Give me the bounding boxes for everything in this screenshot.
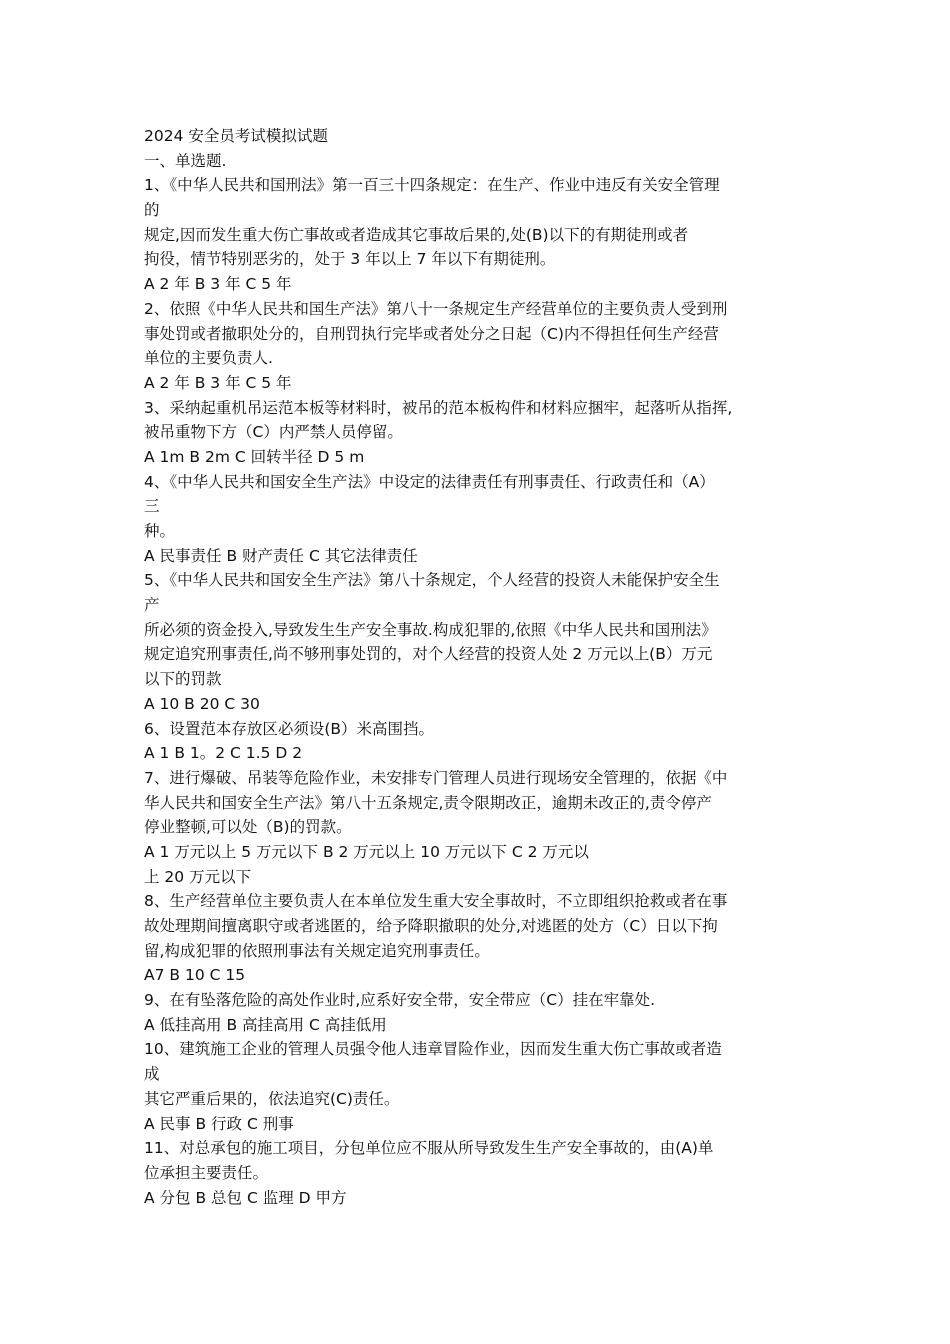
question-3-options: A 1m B 2m C 回转半径 D 5 m — [144, 447, 365, 466]
question-5-text: 以下的罚款 — [144, 670, 222, 689]
question-11-text: 位承担主要责任。 — [144, 1163, 269, 1182]
question-3-text: 3、采纳起重机吊运范本板等材料时，被吊的范本板构件和材料应捆牢，起落听从指挥, — [144, 398, 733, 417]
question-1-text: 规定,因而发生重大伤亡事故或者造成其它事故后果的,处(B)以下的有期徒刑或者 — [144, 225, 689, 244]
section-heading: 一、单选题. — [144, 151, 227, 170]
question-7-options: 上 20 万元以下 — [144, 867, 252, 886]
question-5-options: A 10 B 20 C 30 — [144, 694, 260, 713]
question-2-options: A 2 年 B 3 年 C 5 年 — [144, 373, 292, 392]
question-11-text: 11、对总承包的施工项目，分包单位应不服从所导致发生生产安全事故的，由(A)单 — [144, 1139, 714, 1158]
question-4-text: 三 — [144, 497, 160, 516]
question-4-options: A 民事责任 B 财产责任 C 其它法律责任 — [144, 546, 418, 565]
question-1-text: 拘役，情节特别恶劣的，处于 3 年以上 7 年以下有期徒刑。 — [144, 250, 556, 269]
question-7-text: 华人民共和国安全生产法》第八十五条规定,责令限期改正，逾期未改正的,责令停产 — [144, 793, 712, 812]
question-7-options: A 1 万元以上 5 万元以下 B 2 万元以上 10 万元以下 C 2 万元以 — [144, 842, 589, 861]
question-7-text: 7、进行爆破、吊装等危险作业，未安排专门管理人员进行现场安全管理的，依据《中 — [144, 768, 728, 787]
question-5-text: 规定追究刑事责任,尚不够刑事处罚的，对个人经营的投资人处 2 万元以上(B）万元 — [144, 645, 713, 664]
document-title: 2024 安全员考试模拟试题 — [144, 127, 328, 145]
question-6-text: 6、设置范本存放区必须设(B）米高围挡。 — [144, 719, 435, 738]
question-8-text: 故处理期间擅离职守或者逃匿的，给予降职撤职的处分,对逃匿的处方（C）日以下拘 — [144, 917, 718, 935]
question-9-text: 9、在有坠落危险的高处作业时,应系好安全带，安全带应（C）挂在牢靠处. — [144, 991, 656, 1010]
question-8-text: 8、生产经营单位主要负责人在本单位发生重大安全事故时，不立即组织抢救或者在事 — [144, 892, 728, 911]
question-1-options: A 2 年 B 3 年 C 5 年 — [144, 275, 292, 294]
question-7-text: 停业整顿,可以处（B)的罚款。 — [144, 818, 352, 837]
question-5-text: 所必须的资金投入,导致发生生产安全事故.构成犯罪的,依照《中华人民共和国刑法》 — [144, 620, 717, 639]
question-2-text: 事处罚或者撤职处分的，自刑罚执行完毕或者处分之日起（C)内不得担任何生产经营 — [144, 324, 719, 343]
document-page — [144, 124, 824, 1210]
question-10-options: A 民事 B 行政 C 刑事 — [144, 1114, 294, 1133]
question-1-text: 的 — [144, 201, 160, 220]
question-4-text: 4、《中华人民共和国安全生产法》中设定的法律责任有刑事责任、行政责任和（A） — [144, 472, 715, 491]
question-10-text: 成 — [144, 1065, 160, 1084]
question-8-text: 留,构成犯罪的依照刑事法有关规定追究刑事责任。 — [144, 941, 490, 960]
question-3-text: 被吊重物下方（C）内严禁人员停留。 — [144, 423, 403, 442]
question-10-text: 10、建筑施工企业的管理人员强令他人违章冒险作业，因而发生重大伤亡事故或者造 — [144, 1040, 722, 1059]
question-9-options: A 低挂高用 B 高挂高用 C 高挂低用 — [144, 1015, 387, 1034]
question-6-options: A 1 B 1。2 C 1.5 D 2 — [144, 744, 303, 763]
question-8-options: A7 B 10 C 15 — [144, 966, 246, 985]
question-10-text: 其它严重后果的，依法追究(C)责任。 — [144, 1089, 400, 1108]
question-2-text: 2、依照《中华人民共和国生产法》第八十一条规定生产经营单位的主要负责人受到刑 — [144, 299, 728, 318]
question-5-text: 5、《中华人民共和国安全生产法》第八十条规定，个人经营的投资人未能保护安全生 — [144, 571, 720, 590]
question-5-text: 产 — [144, 596, 160, 615]
question-2-text: 单位的主要负责人. — [144, 349, 273, 368]
question-4-text: 种。 — [144, 522, 176, 540]
question-1-text: 1、《中华人民共和国刑法》第一百三十四条规定：在生产、作业中违反有关安全管理 — [144, 176, 720, 195]
question-11-options: A 分包 B 总包 C 监理 D 甲方 — [144, 1188, 347, 1207]
